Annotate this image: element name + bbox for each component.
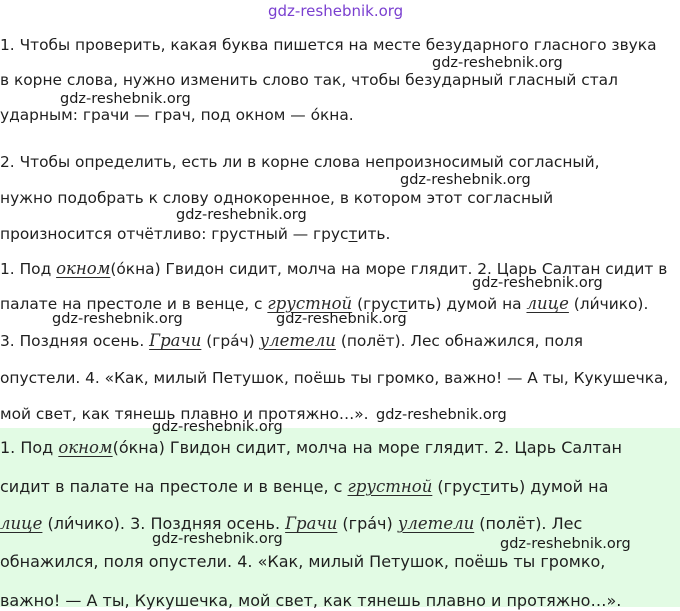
answer-line-4: обнажился, поля опустели. 4. «Как, милый Петушок, поёшь ты громко,: [0, 552, 606, 571]
watermark: gdz-reshebnik.org: [152, 531, 283, 547]
text: (ли́чико).: [568, 295, 649, 313]
watermark: gdz-reshebnik.org: [472, 275, 603, 291]
text: 1. Под: [0, 438, 59, 457]
underlined-letter: т: [398, 295, 408, 313]
text: (полёт). Лес обнажился, поля: [335, 332, 583, 350]
text: (полёт). Лес: [474, 514, 583, 533]
watermark: gdz-reshebnik.org: [400, 172, 531, 188]
answer-line-3: [0, 514, 582, 534]
text: (грус: [352, 295, 399, 313]
watermark: gdz-reshebnik.org: [152, 419, 283, 435]
watermark-top: gdz-reshebnik.org: [268, 2, 404, 20]
text: (гра́ч): [201, 332, 260, 350]
watermark: gdz-reshebnik.org: [60, 91, 191, 107]
exercise-line-5: мой свет, как тянешь плавно и протяжно…».: [0, 405, 369, 423]
handwritten-word: лице: [526, 294, 569, 313]
answer-line-1: [0, 438, 622, 458]
text: (о́кна) Гвидон сидит, молча на море глядит. 2. Царь Салтан сидит в: [110, 260, 668, 278]
rule-2-line-3: [0, 224, 390, 244]
rule-1-line-2: в корне слова, нужно изменить слово так, чтобы безударный гласный стал: [0, 71, 618, 89]
text: (о́кна) Гвидон сидит, молча на море глядит. 2. Царь Салтан: [112, 438, 623, 457]
watermark: gdz-reshebnik.org: [376, 407, 507, 423]
rule-1-line-1: 1. Чтобы проверить, какая буква пишется на месте безударного гласного звука: [0, 36, 657, 54]
text: (грус: [432, 477, 481, 496]
text: ить) думой на: [489, 477, 609, 496]
handwritten-word: Грачи: [285, 514, 338, 533]
underlined-letter: т: [348, 225, 358, 243]
underlined-letter: т: [480, 477, 490, 496]
text: ить) думой на: [407, 295, 527, 313]
handwritten-word: Грачи: [149, 331, 202, 350]
handwritten-word: грустной: [347, 477, 433, 496]
handwritten-word: окном: [56, 259, 111, 278]
handwritten-word: грустной: [267, 294, 353, 313]
handwritten-word: окном: [58, 438, 113, 457]
watermark: gdz-reshebnik.org: [52, 311, 183, 327]
text: сидит в палате на престоле и в венце, с: [0, 477, 348, 496]
text: (ли́чико). 3. Поздняя осень.: [42, 514, 286, 533]
rule-2-line-2: нужно подобрать к слову однокоренное, в котором этот согласный: [0, 189, 554, 207]
watermark: gdz-reshebnik.org: [432, 55, 563, 71]
text: произносится отчётливо: грустный — грус: [0, 225, 349, 243]
text: (гра́ч): [337, 514, 398, 533]
exercise-line-4: опустели. 4. «Как, милый Петушок, поёшь ты громко, важно! — А ты, Кукушечка,: [0, 369, 669, 387]
watermark: gdz-reshebnik.org: [500, 536, 631, 552]
text: 1. Под: [0, 260, 57, 278]
rule-2-line-1: 2. Чтобы определить, есть ли в корне слова непроизносимый согласный,: [0, 153, 600, 171]
watermark: gdz-reshebnik.org: [276, 311, 407, 327]
text: 3. Поздняя осень.: [0, 332, 150, 350]
text: палате на престоле и в венце, с: [0, 295, 268, 313]
answer-line-5: важно! — А ты, Кукушечка, мой свет, как тянешь плавно и протяжно…».: [0, 591, 622, 610]
watermark: gdz-reshebnik.org: [176, 207, 307, 223]
rule-1-line-3: ударным: грачи — грач, под окном — о́кна.: [0, 106, 354, 124]
answer-line-2: [0, 477, 608, 497]
handwritten-word: улетели: [397, 514, 475, 533]
exercise-line-3: [0, 331, 583, 351]
text: ить.: [357, 225, 391, 243]
handwritten-word: улетели: [259, 331, 336, 350]
handwritten-word: лице: [0, 514, 43, 533]
